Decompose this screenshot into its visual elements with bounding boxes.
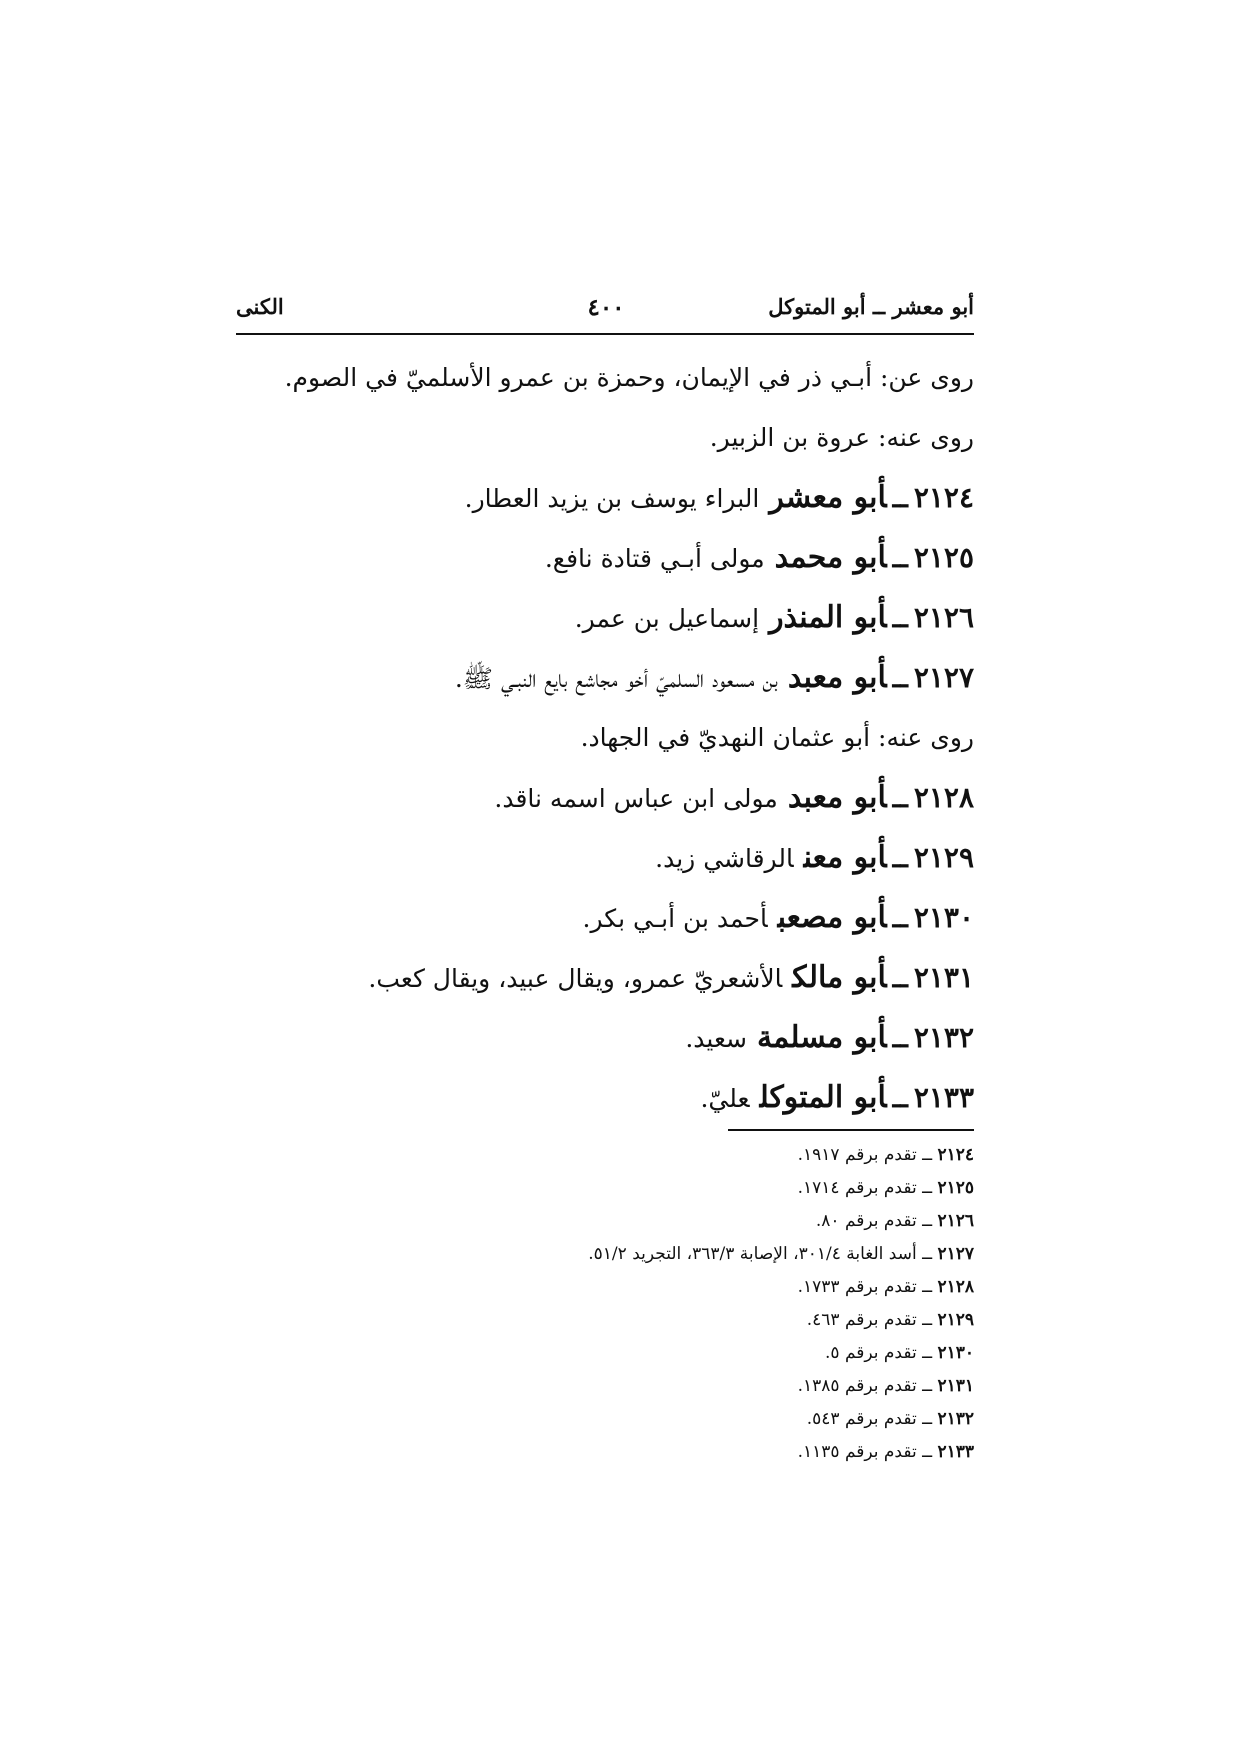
entry-dash: ــ <box>892 604 908 634</box>
entry-dash: ــ <box>892 844 908 874</box>
footnote <box>274 1205 974 1238</box>
footnote-dash: ــ <box>922 1310 933 1330</box>
footnote-number: ٢١٢٥ <box>937 1178 974 1198</box>
footnote-text: تقدم برقم ٥. <box>825 1343 917 1363</box>
entry-description: أحمد بن أبـي بكر. <box>582 904 768 933</box>
footnote <box>274 1304 974 1337</box>
running-title-left: الكنى <box>236 294 284 319</box>
entry-description: الرقاشي زيد. <box>655 844 794 873</box>
entry-2132 <box>274 1020 974 1080</box>
entry-description: مولى أبـي قتادة نافع. <box>544 544 765 573</box>
entry-2129 <box>274 840 974 900</box>
running-header <box>236 294 974 334</box>
entry-number: ٢١٢٧ <box>913 661 974 694</box>
footnote-dash: ــ <box>922 1409 933 1429</box>
entry-description: مولى ابن عباس اسمه ناقد. <box>494 784 778 813</box>
footnote-text: تقدم برقم ١١٣٥. <box>797 1442 917 1462</box>
entry-2127 <box>274 660 974 720</box>
entry-number: ٢١٢٨ <box>913 781 974 814</box>
footnote-number: ٢١٣٣ <box>937 1442 974 1462</box>
footnote-number: ٢١٢٤ <box>937 1145 974 1165</box>
footnote-dash: ــ <box>922 1211 933 1231</box>
entry-number: ٢١٣٠ <box>913 901 974 934</box>
footnote-text: تقدم برقم ١٧٣٣. <box>797 1277 917 1297</box>
entry-description: بن مسعود السلميّ أخو مجاشع بايع النبـي ﷺ. <box>454 664 778 693</box>
entry-kunya: أبو مالك <box>792 960 887 995</box>
footnote-rule <box>728 1129 974 1131</box>
footnote <box>274 1172 974 1205</box>
footnote-text: تقدم برقم ١٩١٧. <box>797 1145 917 1165</box>
footnote-dash: ــ <box>922 1442 933 1462</box>
footnote-dash: ــ <box>922 1178 933 1198</box>
footnote-dash: ــ <box>922 1244 933 1264</box>
footnote <box>274 1337 974 1370</box>
entry-kunya: أبو معن <box>803 840 887 875</box>
entry-number: ٢١٢٦ <box>913 601 974 634</box>
entry-kunya: أبو معبد <box>787 780 887 815</box>
footnote-number: ٢١٣٠ <box>937 1343 974 1363</box>
footnote <box>274 1238 974 1271</box>
entry-description: سعيد. <box>685 1024 747 1053</box>
entry-kunya: أبو المنذر <box>769 600 887 635</box>
footnote-number: ٢١٣١ <box>937 1376 974 1396</box>
entry-kunya: أبو مصعب <box>777 900 887 935</box>
riwaya-line: روى عنه: أبو عثمان النهديّ في الجهاد. <box>580 723 974 752</box>
entry-kunya: أبو معشر <box>769 480 887 515</box>
entry-number: ٢١٣١ <box>913 961 974 994</box>
entry-kunya: أبو محمد <box>774 540 887 575</box>
footnote-text: تقدم برقم ١٣٨٥. <box>797 1376 917 1396</box>
entry-dash: ــ <box>892 544 908 574</box>
entry-dash: ــ <box>892 664 908 694</box>
footnote-number: ٢١٣٢ <box>937 1409 974 1429</box>
footnote-text: أسد الغابة ٣٠١/٤، الإصابة ٣٦٣/٣، التجريد ٥١/٢. <box>588 1244 917 1264</box>
entry-number: ٢١٢٥ <box>913 541 974 574</box>
footnote-number: ٢١٢٨ <box>937 1277 974 1297</box>
entry-dash: ــ <box>892 904 908 934</box>
footnotes <box>274 1139 974 1469</box>
entry-kunya: أبو المتوكل <box>759 1080 887 1115</box>
entry-number: ٢١٣٢ <box>913 1021 974 1054</box>
footnote-dash: ــ <box>922 1376 933 1396</box>
footnote <box>274 1436 974 1469</box>
running-title-right: أبو معشر ــ أبو المتوكل <box>768 294 974 319</box>
entry-number: ٢١٢٤ <box>913 481 974 514</box>
entry-description: البراء يوسف بن يزيد العطار. <box>464 484 760 513</box>
entry-number: ٢١٣٣ <box>913 1081 974 1114</box>
entry-number: ٢١٢٩ <box>913 841 974 874</box>
footnote-text: تقدم برقم ٨٠. <box>815 1211 917 1231</box>
riwaya-line: روى عنه: عروة بن الزبير. <box>709 423 974 452</box>
entry-description: إسماعيل بن عمر. <box>574 604 760 633</box>
entry-description: الأشعريّ عمرو، ويقال عبيد، ويقال كعب. <box>368 964 783 993</box>
entry-dash: ــ <box>892 1084 908 1114</box>
footnote <box>274 1370 974 1403</box>
entry-2131 <box>274 960 974 1020</box>
riwaya-line: روى عن: أبـي ذر في الإيمان، وحمزة بن عمرو الأسلميّ في الصوم. <box>284 363 974 392</box>
entry-2128 <box>274 780 974 840</box>
footnote-dash: ــ <box>922 1145 933 1165</box>
footnote <box>274 1403 974 1436</box>
footnote-number: ٢١٢٦ <box>937 1211 974 1231</box>
footnote-number: ٢١٢٩ <box>937 1310 974 1330</box>
header-rule <box>236 333 974 335</box>
entry-dash: ــ <box>892 1024 908 1054</box>
entry-2133 <box>274 1080 974 1140</box>
entry-2125 <box>274 540 974 600</box>
entry-dash: ــ <box>892 484 908 514</box>
entry-dash: ــ <box>892 784 908 814</box>
entry-2126 <box>274 600 974 660</box>
entry-kunya: أبو معبد <box>787 660 887 695</box>
entry-kunya: أبو مسلمة <box>756 1020 887 1055</box>
footnote <box>274 1139 974 1172</box>
entry-2130 <box>274 900 974 960</box>
footnote-text: تقدم برقم ٤٦٣. <box>806 1310 917 1330</box>
footnote-text: تقدم برقم ٥٤٣. <box>806 1409 917 1429</box>
footnote <box>274 1271 974 1304</box>
footnote-text: تقدم برقم ١٧١٤. <box>797 1178 917 1198</box>
page-number: ٤٠٠ <box>587 294 625 321</box>
entry-description: عليّ. <box>700 1084 750 1113</box>
entry-2124 <box>274 480 974 540</box>
footnote-dash: ــ <box>922 1277 933 1297</box>
main-text <box>274 360 974 1140</box>
footnote-number: ٢١٢٧ <box>937 1244 974 1264</box>
footnote-dash: ــ <box>922 1343 933 1363</box>
entry-dash: ــ <box>892 964 908 994</box>
